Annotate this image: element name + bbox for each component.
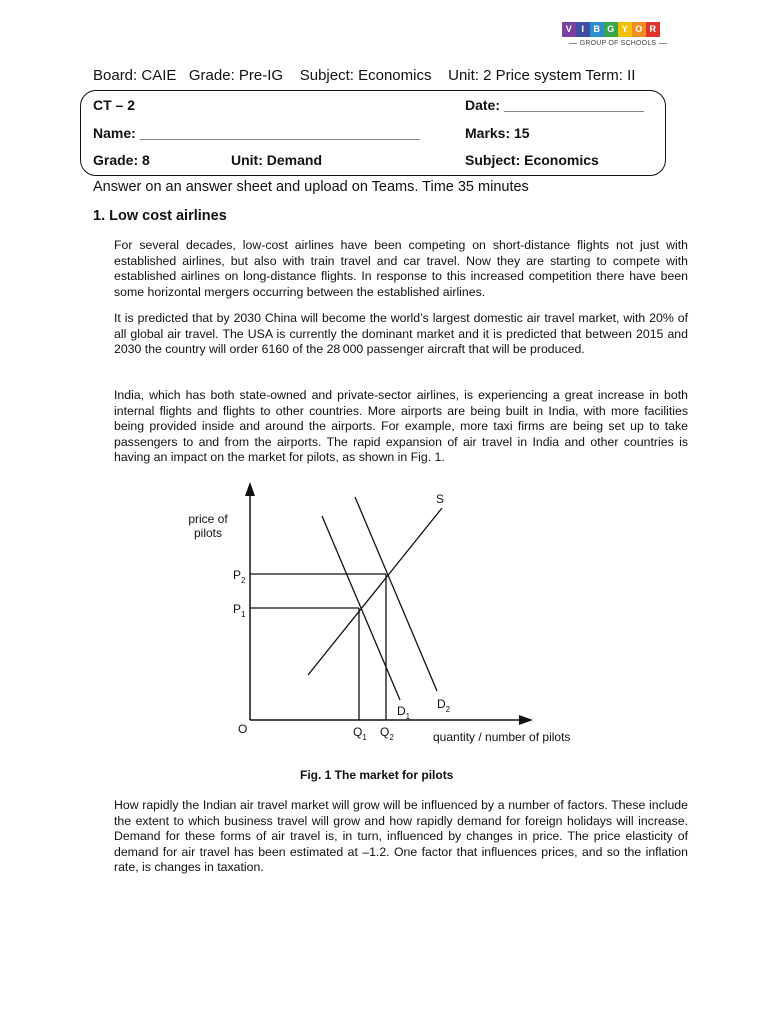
p2-label: $P_2$ (233, 568, 246, 585)
student-info-box (80, 90, 666, 176)
supply-curve (308, 508, 442, 675)
unit-label: Unit: Demand (231, 152, 322, 168)
logo-letter: G (604, 22, 618, 37)
y-axis-label-line1: price of (188, 512, 228, 526)
name-field: Name: ____________________________________ (93, 125, 420, 141)
question-title: 1. Low cost airlines (93, 208, 227, 224)
y-axis-arrow (245, 482, 255, 496)
paragraph: India, which has both state-owned and private-sector airlines, is experiencing a great increase in both internal flights and flights to other countries. More airports are being built in India, with more facilities being provided inside and around the airports. For example, more taxi firms are being set up to take passengers to and from the airports. The rapid expansion of air travel in India and other countries is having an impact on the market for pilots, as shown in Fig. 1. (114, 388, 688, 465)
logo-letter: R (646, 22, 660, 37)
paragraph: How rapidly the Indian air travel market will grow will be influenced by a number of factors. These include the extent to which business travel will grow and how rapidly demand for foreign holidays will increase. Demand for these forms of air travel is, in turn, influenced by changes in price. The price elasticity of demand for air travel has been estimated at –1.2. One factor that influences prices, and so the inflation rate, is changes in taxation. (114, 798, 688, 875)
logo-letter: V (562, 22, 576, 37)
logo-subtitle: GROUP OF SCHOOLS (562, 40, 674, 47)
d1-label: $D_1$ (397, 704, 411, 721)
test-code: CT – 2 (93, 97, 136, 113)
q1-label: $Q_1$ (353, 725, 367, 742)
document-header: Board: CAIE Grade: Pre-IG Subject: Economics Unit: 2 Price system Term: II (93, 67, 636, 84)
y-axis-label-line2: pilots (193, 526, 223, 540)
school-logo (562, 22, 674, 52)
origin-label: O (238, 722, 248, 736)
logo-letter: O (632, 22, 646, 37)
paragraph: It is predicted that by 2030 China will become the world’s largest domestic air travel market, with 20% of all global air travel. The USA is currently the dominant market and it is predicted that between 2015 and 2030 the country will order 6160 of the 28 000 passenger aircraft that will be produced. (114, 311, 688, 357)
logo-letter: Y (618, 22, 632, 37)
figure-caption: Fig. 1 The market for pilots (300, 768, 454, 782)
pilots-market-diagram (150, 470, 620, 770)
marks-label: Marks: 15 (465, 125, 530, 141)
grade-label: Grade: 8 (93, 152, 150, 168)
logo-letter: I (576, 22, 590, 37)
x-axis-arrow (519, 715, 533, 725)
subject-label: Subject: Economics (465, 152, 599, 168)
d2-label: $D_2$ (437, 697, 451, 714)
paragraph: For several decades, low-cost airlines have been competing on short-distance flights not just with established airlines, but also with train travel and car travel. Now they are starting to compete with established airlines on long-distance flights. In response to this increased competition there have been some horizontal mergers occurring between the established airlines. (114, 238, 688, 299)
logo-letter: B (590, 22, 604, 37)
q2-label: $Q_2$ (380, 725, 394, 742)
date-field: Date: __________________ (465, 97, 645, 113)
logo-letters (562, 22, 660, 37)
demand-curve-d2 (355, 497, 437, 691)
p1-label: $P_1$ (233, 602, 246, 619)
supply-label: S (436, 492, 445, 506)
instructions: Answer on an answer sheet and upload on Teams. Time 35 minutes (93, 179, 529, 195)
x-axis-label: quantity / number of pilots (433, 730, 571, 744)
